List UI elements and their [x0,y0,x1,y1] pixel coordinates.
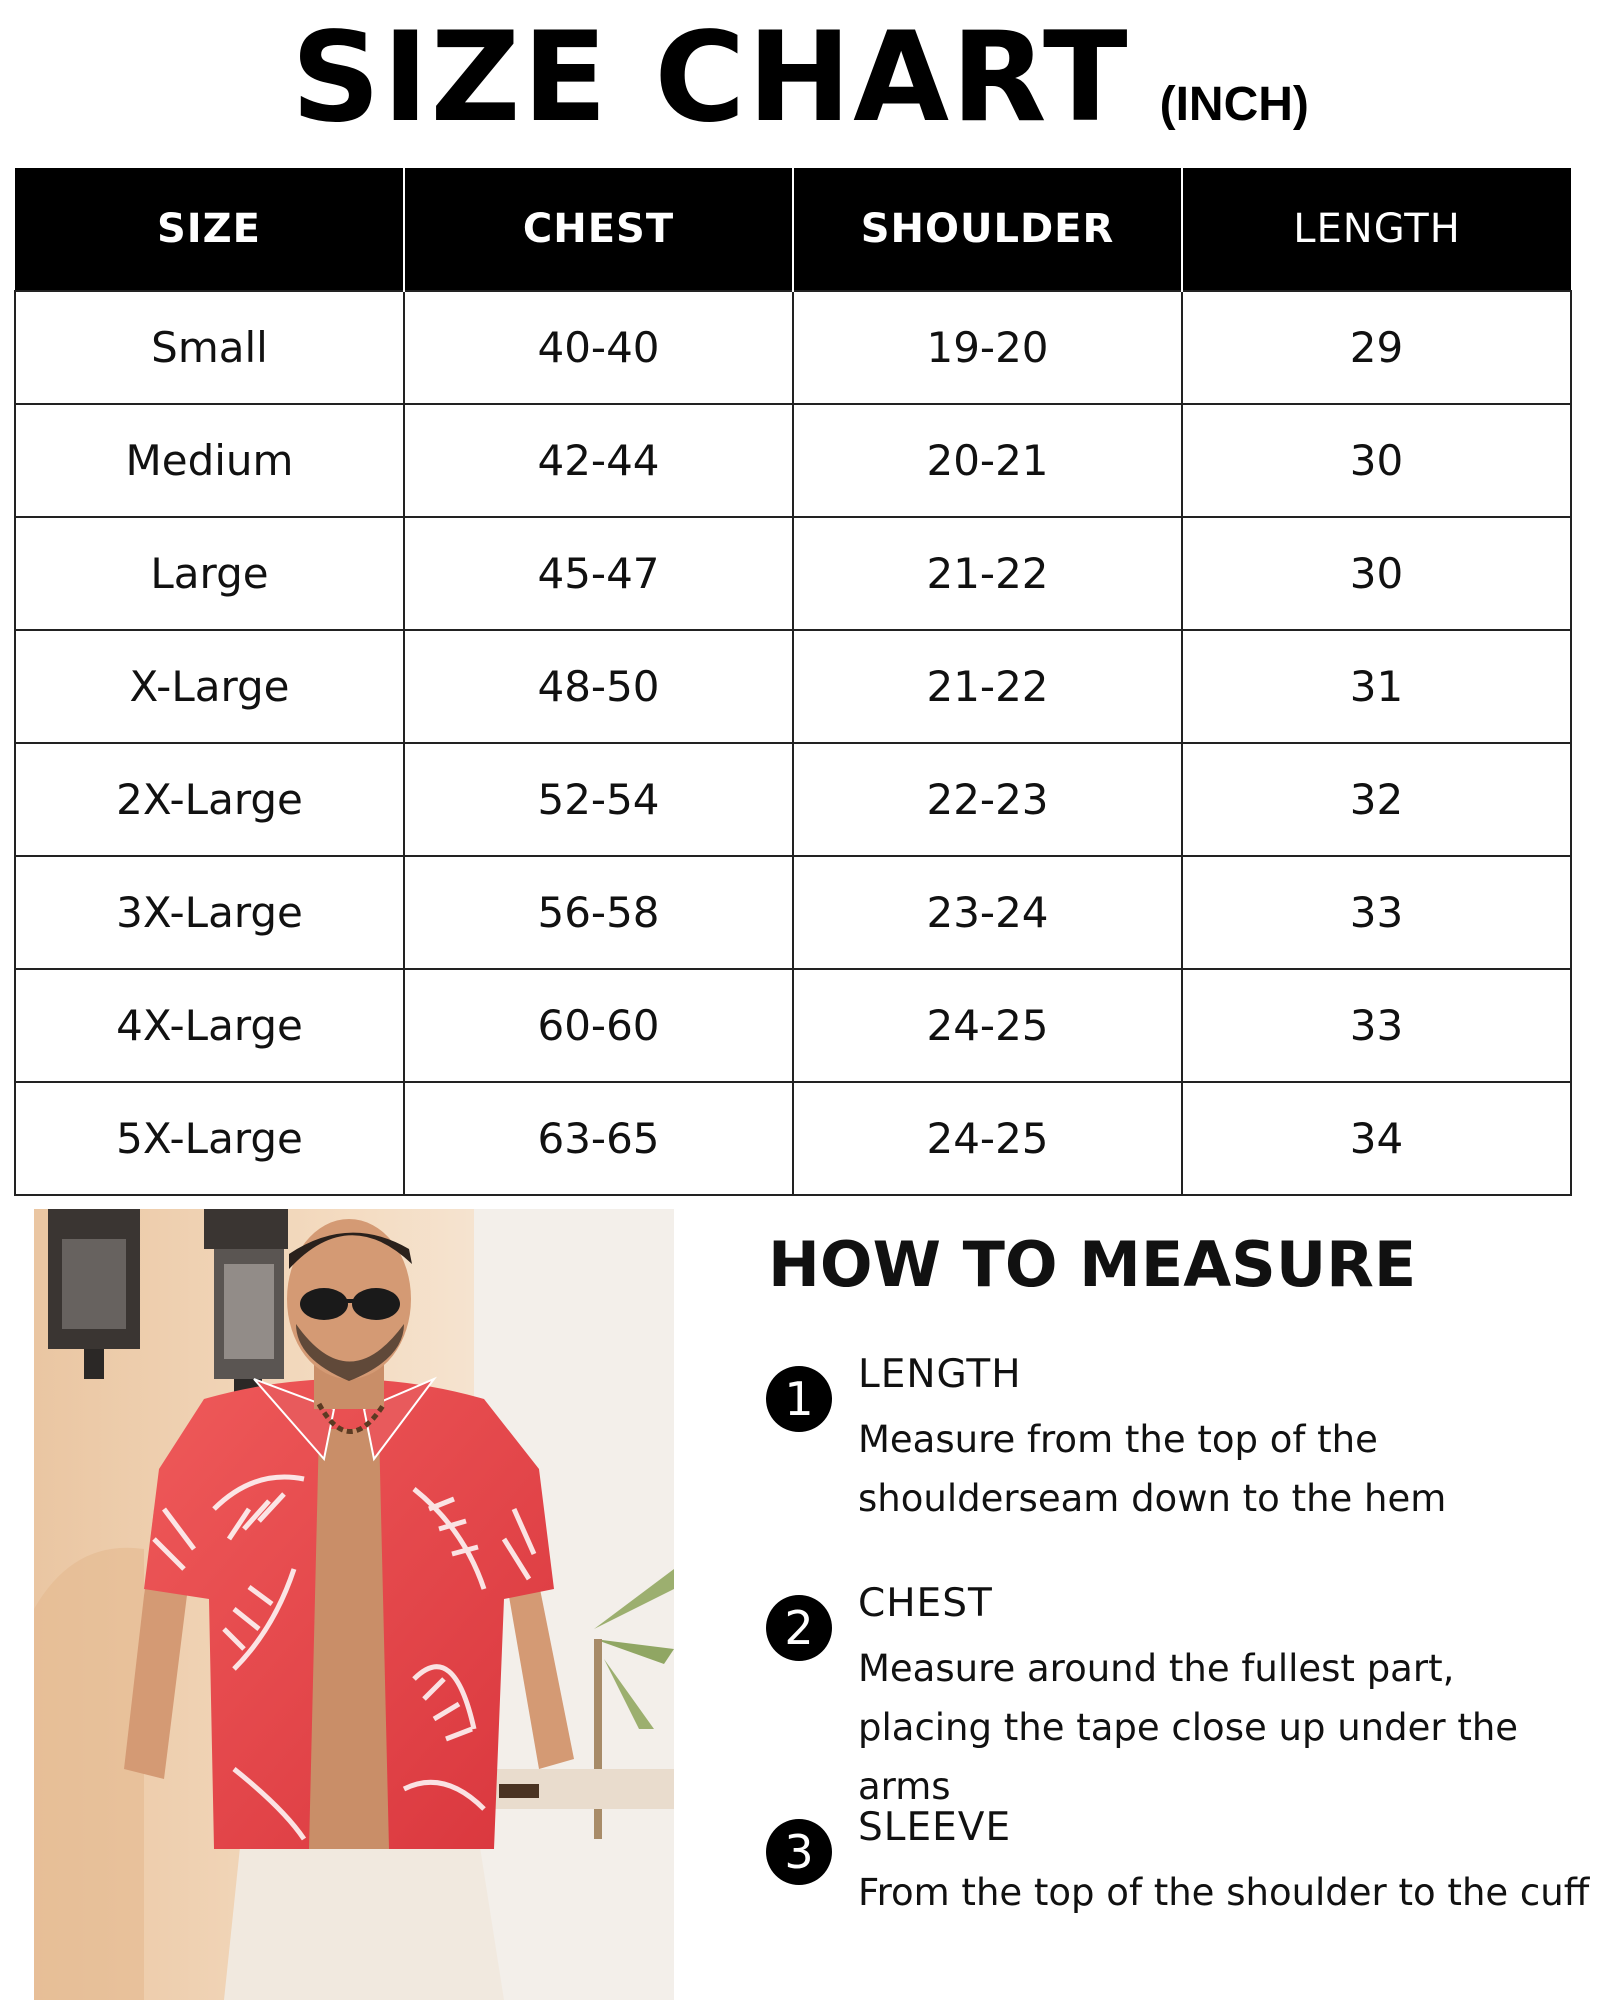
table-row [15,856,1571,969]
size-cell: X-Large [15,630,404,743]
size-chart-title [0,6,1600,150]
table-row [15,1082,1571,1195]
shoulder-cell: 23-24 [793,856,1182,969]
step-description: From the top of the shoulder to the cuff [858,1871,1590,1914]
chest-cell: 45-47 [404,517,793,630]
table-row [15,291,1571,404]
step-number-badge: 2 [766,1595,832,1661]
chest-cell: 56-58 [404,856,793,969]
table-row [15,630,1571,743]
size-cell: 5X-Large [15,1082,404,1195]
shoulder-cell: 24-25 [793,969,1182,1082]
column-header-size: SIZE [15,168,404,291]
shoulder-cell: 20-21 [793,404,1182,517]
table-row [15,743,1571,856]
step-title: CHEST [858,1581,993,1626]
size-cell: 2X-Large [15,743,404,856]
column-header-chest: CHEST [404,168,793,291]
shoulder-cell: 21-22 [793,630,1182,743]
size-cell: Medium [15,404,404,517]
chest-cell: 60-60 [404,969,793,1082]
table-row [15,404,1571,517]
step-number-badge: 1 [766,1366,832,1432]
title-text: SIZE CHART [291,6,1130,150]
model-illustration [34,1209,674,2000]
column-header-shoulder: SHOULDER [793,168,1182,291]
step-description: Measure around the fullest part, placing the tape close up under the arms [858,1647,1519,1808]
shoulder-cell: 19-20 [793,291,1182,404]
bracelet [499,1784,539,1798]
length-cell: 31 [1182,630,1571,743]
chest-cell: 42-44 [404,404,793,517]
step-description: Measure from the top of the shoulderseam down to the hem [858,1418,1447,1520]
length-cell: 29 [1182,291,1571,404]
shoulder-cell: 22-23 [793,743,1182,856]
lantern-right [204,1209,288,1405]
length-cell: 33 [1182,969,1571,1082]
table-row [15,969,1571,1082]
length-cell: 30 [1182,517,1571,630]
shoulder-cell: 24-25 [793,1082,1182,1195]
chest-skin [309,1429,389,1849]
sky-area [474,1209,674,2000]
chest-cell: 40-40 [404,291,793,404]
length-cell: 34 [1182,1082,1571,1195]
size-cell: 3X-Large [15,856,404,969]
size-cell: Small [15,291,404,404]
chest-cell: 52-54 [404,743,793,856]
chest-cell: 63-65 [404,1082,793,1195]
size-cell: Large [15,517,404,630]
size-table [14,168,1572,1196]
shoulder-cell: 21-22 [793,517,1182,630]
length-cell: 32 [1182,743,1571,856]
step-number-badge: 3 [766,1819,832,1885]
chest-cell: 48-50 [404,630,793,743]
size-cell: 4X-Large [15,969,404,1082]
step-title: SLEEVE [858,1805,1012,1850]
step-title: LENGTH [858,1352,1022,1397]
arch-shadow [34,1548,144,2000]
column-header-length: LENGTH [1182,168,1571,291]
length-cell: 33 [1182,856,1571,969]
table-row [15,517,1571,630]
model-photo [34,1209,674,2000]
how-to-measure-heading: HOW TO MEASURE [768,1228,1417,1301]
unit-label: (INCH) [1159,78,1309,131]
length-cell: 30 [1182,404,1571,517]
table-header-row [15,168,1571,291]
